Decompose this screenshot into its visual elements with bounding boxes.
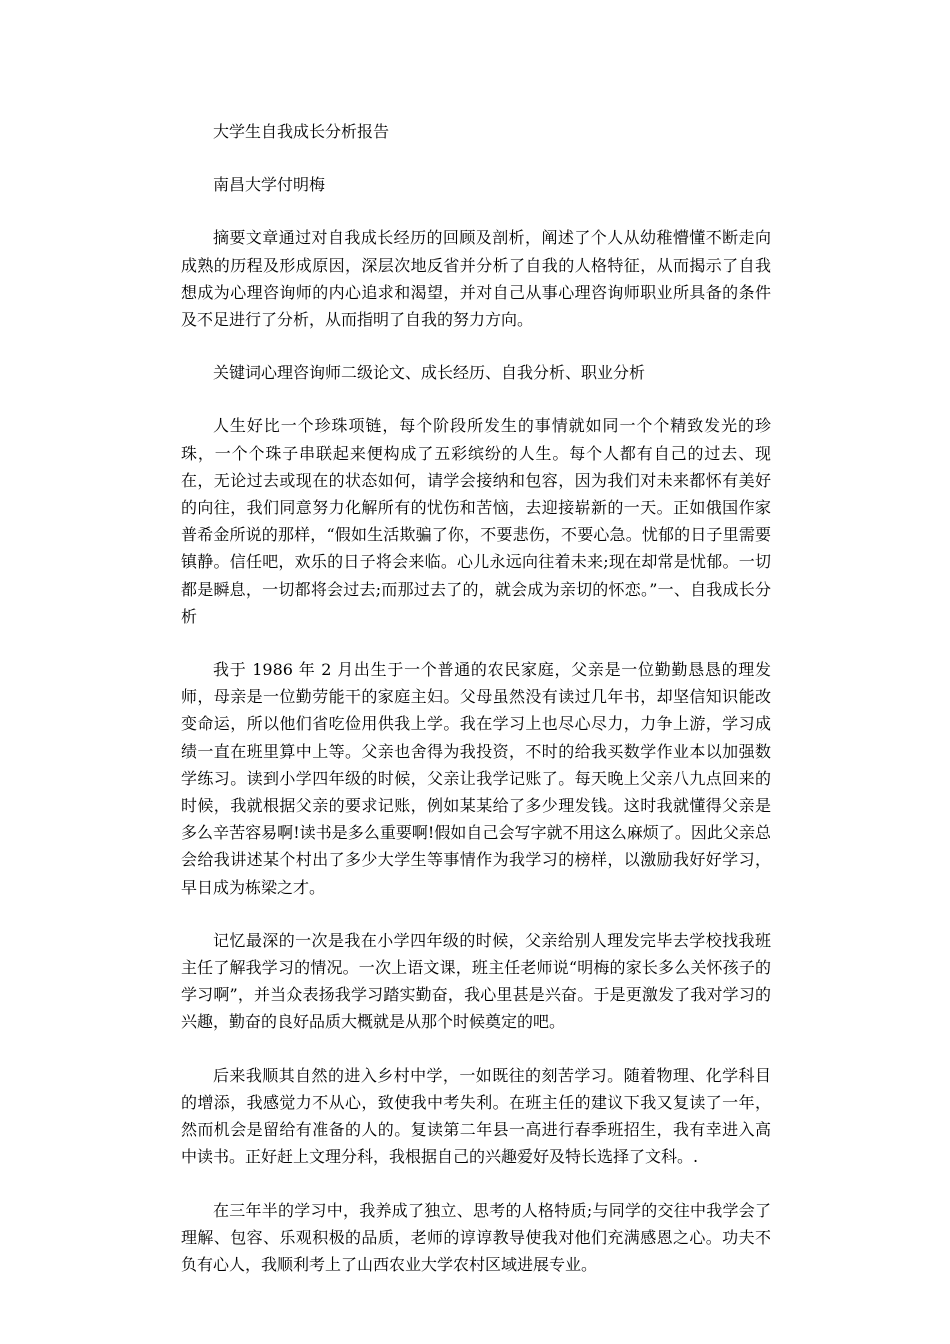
- body-paragraph: 记忆最深的一次是我在小学四年级的时候，父亲给别人理发完毕去学校找我班主任了解我学习的情况。一次上语文课，班主任老师说“明梅的家长多么关怀孩子的学习啊”，并当众表扬我学习踏实勤奋，我心里甚是兴奋。于是更激发了我对学习的兴趣，勤奋的良好品质大概就是从那个时候奠定的吧。: [181, 930, 771, 1032]
- body-paragraph: 后来我顺其自然的进入乡村中学，一如既往的刻苦学习。随着物理、化学科目的增添，我感觉力不从心，致使我中考失利。在班主任的建议下我又复读了一年，然而机会是留给有准备的人的。复读第二年县一高进行春季班招生，我有幸进入高中读书。正好赶上文理分科，我根据自己的兴趣爱好及特长选择了文科。.: [181, 1065, 771, 1167]
- document-title: 大学生自我成长分析报告: [213, 122, 390, 141]
- body-paragraph: 在三年半的学习中，我养成了独立、思考的人格特质;与同学的交往中我学会了理解、包容、乐观积极的品质，老师的谆谆教导使我对他们充满感恩之心。功夫不负有心人，我顺利考上了山西农业大学农村区域进展专业。: [181, 1200, 771, 1274]
- body-paragraph: 人生好比一个珍珠项链，每个阶段所发生的事情就如同一个个精致发光的珍珠，一个个珠子串联起来便构成了五彩缤纷的人生。每个人都有自己的过去、现在，无论过去或现在的状态如何，请学会接纳和包容，因为我们对未来都怀有美好的向往，我们同意努力化解所有的忧伤和苦恼，去迎接崭新的一天。正如俄国作家普希金所说的那样，“假如生活欺骗了你，不要悲伤，不要心急。忧郁的日子里需要镇静。信任吧，欢乐的日子将会来临。心儿永远向往着未来;现在却常是忧郁。一切都是瞬息，一切都将会过去;而那过去了的，就会成为亲切的怀恋。”一、自我成长分析: [181, 416, 771, 626]
- document-body: [181, 118, 771, 1304]
- abstract-paragraph: 摘要文章通过对自我成长经历的回顾及剖析，阐述了个人从幼稚懵懂不断走向成熟的历程及形成原因，深层次地反省并分析了自我的人格特征，从而揭示了自我想成为心理咨询师的内心追求和渴望，并对自己从事心理咨询师职业所具备的条件及不足进行了分析，从而指明了自我的努力方向。: [181, 228, 771, 330]
- keywords-line: 关键词心理咨询师二级论文、成长经历、自我分析、职业分析: [213, 363, 646, 383]
- document-author: 南昌大学付明梅: [213, 175, 326, 195]
- body-paragraph: 我于 1986 年 2 月出生于一个普通的农民家庭，父亲是一位勤勤恳恳的理发师，母亲是一位勤劳能干的家庭主妇。父母虽然没有读过几年书，却坚信知识能改变命运，所以他们省吃俭用供我上学。我在学习上也尽心尽力，力争上游，学习成绩一直在班里算中上等。父亲也舍得为我投资，不时的给我买数学作业本以加强数学练习。读到小学四年级的时候，父亲让我学记账了。每天晚上父亲八九点回来的时候，我就根据父亲的要求记账，例如某某给了多少理发钱。这时我就懂得父亲是多么辛苦容易啊!读书是多么重要啊!假如自己会写字就不用这么麻烦了。因此父亲总会给我讲述某个村出了多少大学生等事情作为我学习的榜样，以激励我好好学习，早日成为栋梁之才。: [181, 660, 771, 897]
